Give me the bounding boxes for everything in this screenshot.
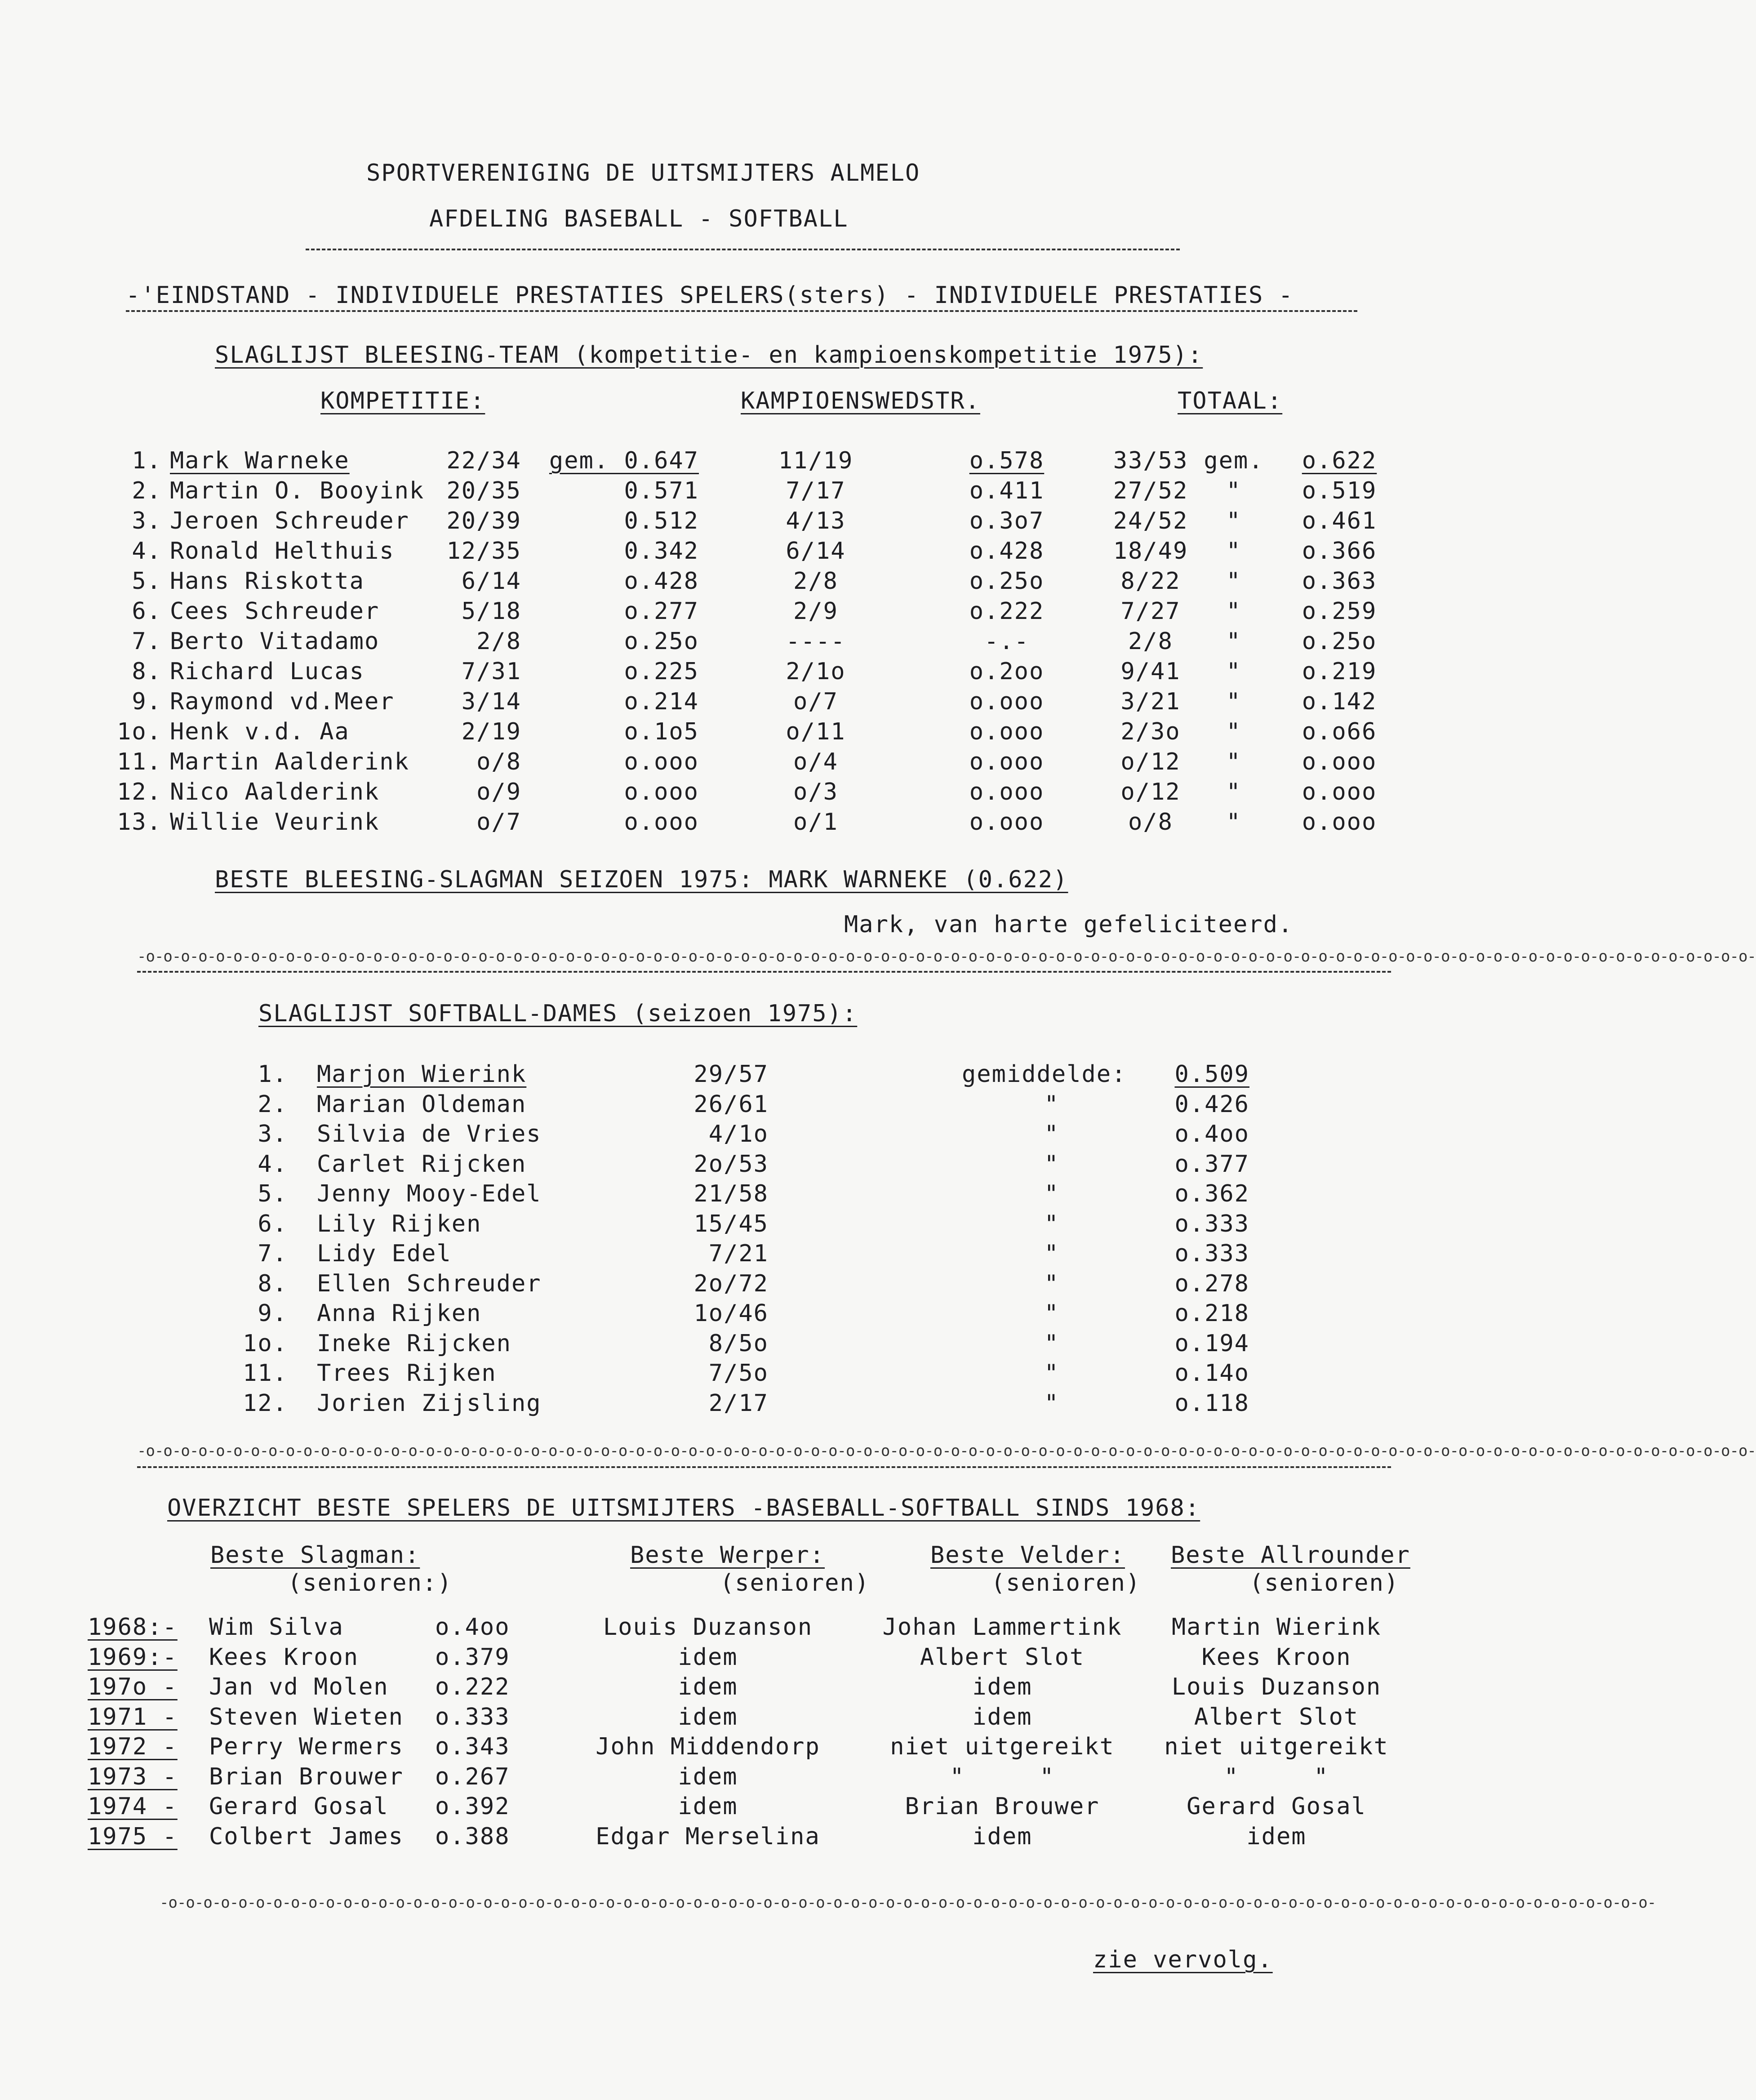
average: o.118 [1174,1389,1249,1417]
totaal-hits: 27/52 [1113,477,1188,504]
best-werper: John Middendorp [596,1733,820,1760]
average: o.4oo [1174,1121,1249,1148]
chain-divider: -o-o-o-o-o-o-o-o-o-o-o-o-o-o-o-o-o-o-o-o-o-o-o-o-o-o-o-o-o-o-o-o-o-o-o-o-o-o-o-o-o-o-o-o-o-o-o-o-o-o-o-o-o-o-o-o-o-o-o-o-o-o-o-o-o-o-o-o-o-o-o-o-o-o-o-o-o-o-o-o-o-o-o-o-o-o-o-o-o-o-o-o- [137,948,1756,965]
best-slagman: Kees Kroon [209,1643,359,1671]
kompetitie-hits: o/7 [476,809,521,836]
kampioen-average: o.578 [969,447,1045,474]
player-name: Jorien Zijsling [317,1389,542,1417]
player-name: Carlet Rijcken [317,1150,527,1178]
player-name: Mark Warneke [170,447,350,474]
average: o.362 [1174,1180,1249,1207]
hits: 8/5o [708,1330,769,1357]
average: o.377 [1174,1150,1249,1178]
kampioen-hits: o/1 [793,809,838,836]
totaal-average: o.519 [1302,477,1377,504]
rank-number: 4. [258,1150,288,1178]
kampioen-average: o.222 [969,598,1045,625]
average: o.333 [1174,1210,1249,1237]
season-year: 1975 - [88,1823,178,1850]
totaal-gem-label: " [1226,598,1241,625]
rank-number: 9. [258,1300,288,1327]
totaal-average: o.259 [1302,598,1377,625]
rank-number: 11. [243,1360,288,1387]
kompetitie-average: o.1o5 [624,718,699,745]
kampioen-average: o.411 [969,477,1045,504]
player-name: Ineke Rijcken [317,1330,511,1357]
totaal-hits: 9/41 [1120,658,1181,685]
header-beste-werper: Beste Werper: [630,1542,825,1569]
best-slagman: Wim Silva [209,1614,344,1641]
kompetitie-average: 0.342 [624,538,699,565]
player-name: Martin O. Booyink [170,477,425,504]
player-name: Silvia de Vries [317,1121,542,1148]
kompetitie-average: 0.571 [624,477,699,504]
hits: 2o/72 [694,1270,769,1297]
hits: 7/21 [708,1240,769,1267]
slagman-average: o.333 [435,1703,510,1731]
rank-number: 1o. [243,1330,288,1357]
gemiddelde-label: " [1044,1240,1059,1267]
slagman-average: o.392 [435,1793,510,1820]
kompetitie-average: o.428 [624,568,699,595]
player-name: Jeroen Schreuder [170,507,409,534]
average: o.218 [1174,1300,1249,1327]
best-velder: Johan Lammertink [882,1614,1122,1641]
totaal-average: o.25o [1302,628,1377,655]
kompetitie-hits: 2/8 [476,628,521,655]
hits: 1o/46 [694,1300,769,1327]
header-slagman-sub: (senioren:) [288,1570,453,1597]
rank-number: 12. [243,1389,288,1417]
player-name: Lily Rijken [317,1210,482,1237]
slagman-average: o.267 [435,1763,510,1790]
kampioen-average: o.ooo [969,809,1045,836]
kompetitie-hits: o/9 [476,779,521,805]
season-year: 1971 - [88,1703,178,1731]
divider [126,310,1357,312]
best-velder: idem [972,1703,1032,1731]
totaal-average: o.363 [1302,568,1377,595]
kampioen-average: o.2oo [969,658,1045,685]
best-slagman: Gerard Gosal [209,1793,389,1820]
department: AFDELING BASEBALL - SOFTBALL [429,205,849,232]
average: o.14o [1174,1360,1249,1387]
kampioen-average: o.ooo [969,718,1045,745]
kampioen-average: -.- [984,628,1029,655]
best-allrounder: idem [1246,1823,1307,1850]
rank-number: 7. [132,628,162,655]
player-name: Lidy Edel [317,1240,452,1267]
best-allrounder: Kees Kroon [1201,1643,1351,1671]
divider [137,971,1391,973]
best-allrounder: Gerard Gosal [1187,1793,1366,1820]
kompetitie-hits: 7/31 [461,658,521,685]
chain-divider: -o-o-o-o-o-o-o-o-o-o-o-o-o-o-o-o-o-o-o-o-o-o-o-o-o-o-o-o-o-o-o-o-o-o-o-o-o-o-o-o-o-o-o-o-o-o-o-o-o-o-o-o-o-o-o-o-o-o-o-o-o-o-o-o-o-o-o-o-o-o-o-o-o-o-o-o-o-o-o-o-o-o-o-o-o-o-o-o-o-o-o-o- [137,1442,1756,1460]
slagman-average: o.4oo [435,1614,510,1641]
kampioen-average: o.ooo [969,779,1045,805]
kompetitie-average: 0.512 [624,507,699,534]
header-allrounder-sub: (senioren) [1249,1570,1400,1597]
rank-number: 8. [132,658,162,685]
eindstand-heading: -'EINDSTAND - INDIVIDUELE PRESTATIES SPELERS(sters) - INDIVIDUELE PRESTATIES - [126,282,1294,309]
kampioen-average: o.ooo [969,748,1045,775]
header-beste-slagman: Beste Slagman: [210,1542,420,1569]
header-velder-sub: (senioren) [991,1570,1141,1597]
header-beste-velder: Beste Velder: [930,1542,1125,1569]
hits: 15/45 [694,1210,769,1237]
best-velder: idem [972,1673,1032,1700]
best-slagman: Perry Wermers [209,1733,404,1760]
rank-number: 7. [258,1240,288,1267]
kampioen-average: o.3o7 [969,507,1045,534]
totaal-average: o.ooo [1302,779,1377,805]
totaal-average: o.ooo [1302,809,1377,836]
slagman-average: o.343 [435,1733,510,1760]
zie-vervolg: zie vervolg. [1093,1946,1273,1973]
player-name: Henk v.d. Aa [170,718,350,745]
rank-number: 11. [117,748,162,775]
best-werper: idem [678,1673,738,1700]
totaal-hits: 2/3o [1120,718,1181,745]
season-year: 197o - [88,1673,178,1700]
kompetitie-average: o.214 [624,688,699,715]
season-year: 1969:- [88,1643,178,1671]
season-year: 1974 - [88,1793,178,1820]
best-werper: Edgar Merselina [596,1823,820,1850]
gemiddelde-label: " [1044,1300,1059,1327]
player-name: Richard Lucas [170,658,365,685]
rank-number: 5. [132,568,162,595]
rank-number: 2. [258,1090,288,1118]
average: o.278 [1174,1270,1249,1297]
player-name: Cees Schreuder [170,598,380,625]
club-name: SPORTVERENIGING DE UITSMIJTERS ALMELO [366,160,920,187]
player-name: Hans Riskotta [170,568,365,595]
totaal-gem-label: " [1226,628,1241,655]
hits: 26/61 [694,1090,769,1118]
player-name: Martin Aalderink [170,748,409,775]
best-velder: idem [972,1823,1032,1850]
kompetitie-hits: 3/14 [461,688,521,715]
bleesing-title: SLAGLIJST BLEESING-TEAM (kompetitie- en kampioenskompetitie 1975): [215,342,1203,369]
average: o.333 [1174,1240,1249,1267]
rank-number: 3. [132,507,162,534]
player-name: Nico Aalderink [170,779,380,805]
totaal-average: o.219 [1302,658,1377,685]
col-kampioenswedstr: KAMPIOENSWEDSTR. [741,387,980,414]
totaal-gem-label: " [1226,538,1241,565]
hits: 21/58 [694,1180,769,1207]
kampioen-hits: ---- [786,628,846,655]
rank-number: 9. [132,688,162,715]
best-werper: idem [678,1793,738,1820]
totaal-hits: 18/49 [1113,538,1188,565]
totaal-hits: o/12 [1120,748,1181,775]
best-slagman: Steven Wieten [209,1703,404,1731]
totaal-hits: 2/8 [1128,628,1173,655]
gemiddelde-label: " [1044,1330,1059,1357]
player-name: Marjon Wierink [317,1061,527,1088]
header-beste-allrounder: Beste Allrounder [1171,1542,1410,1569]
best-allrounder: Albert Slot [1194,1703,1359,1731]
best-slagman: Jan vd Molen [209,1673,389,1700]
rank-number: 13. [117,809,162,836]
softball-title: SLAGLIJST SOFTBALL-DAMES (seizoen 1975): [258,1000,858,1027]
gemiddelde-label: " [1044,1180,1059,1207]
gemiddelde-label: " [1044,1270,1059,1297]
kompetitie-hits: 20/35 [446,477,521,504]
totaal-average: o.o66 [1302,718,1377,745]
kampioen-average: o.25o [969,568,1045,595]
best-werper: Louis Duzanson [603,1614,813,1641]
kampioen-hits: 2/1o [786,658,846,685]
kompetitie-average: o.277 [624,598,699,625]
rank-number: 1. [132,447,162,474]
totaal-hits: 3/21 [1120,688,1181,715]
totaal-average: o.ooo [1302,748,1377,775]
player-name: Berto Vitadamo [170,628,380,655]
kampioen-hits: 2/8 [793,568,838,595]
rank-number: 8. [258,1270,288,1297]
rank-number: 6. [132,598,162,625]
kampioen-hits: 2/9 [793,598,838,625]
best-werper: idem [678,1763,738,1790]
kampioen-hits: o/3 [793,779,838,805]
average: 0.426 [1174,1090,1249,1118]
best-werper: idem [678,1643,738,1671]
kompetitie-hits: 12/35 [446,538,521,565]
kampioen-average: o.428 [969,538,1045,565]
kampioen-hits: 7/17 [786,477,846,504]
rank-number: 12. [117,779,162,805]
totaal-hits: 24/52 [1113,507,1188,534]
totaal-average: o.142 [1302,688,1377,715]
rank-number: 3. [258,1121,288,1148]
overview-title: OVERZICHT BESTE SPELERS DE UITSMIJTERS -BASEBALL-SOFTBALL SINDS 1968: [167,1495,1200,1522]
kompetitie-average: o.ooo [624,748,699,775]
slagman-average: o.222 [435,1673,510,1700]
gemiddelde-label: " [1044,1090,1059,1118]
best-velder: Albert Slot [920,1643,1085,1671]
totaal-gem-label: " [1226,507,1241,534]
totaal-gem-label: " [1226,718,1241,745]
totaal-hits: o/12 [1120,779,1181,805]
kampioen-hits: 11/19 [778,447,854,474]
best-velder: " " [950,1763,1055,1790]
totaal-gem-label: " [1226,748,1241,775]
kompetitie-average: o.ooo [624,779,699,805]
rank-number: 4. [132,538,162,565]
totaal-hits: 7/27 [1120,598,1181,625]
totaal-gem-label: " [1226,658,1241,685]
kompetitie-average: o.225 [624,658,699,685]
header-werper-sub: (senioren) [720,1570,870,1597]
hits: 7/5o [708,1360,769,1387]
totaal-hits: 33/53 [1113,447,1188,474]
totaal-gem-label: " [1226,477,1241,504]
hits: 29/57 [694,1061,769,1088]
best-werper: idem [678,1703,738,1731]
best-velder: Brian Brouwer [905,1793,1100,1820]
player-name: Ronald Helthuis [170,538,395,565]
season-year: 1972 - [88,1733,178,1760]
kompetitie-hits: 6/14 [461,568,521,595]
gemiddelde-label: " [1044,1389,1059,1417]
rank-number: 5. [258,1180,288,1207]
kompetitie-average: gem. 0.647 [549,447,699,474]
season-year: 1973 - [88,1763,178,1790]
best-allrounder: " " [1224,1763,1329,1790]
player-name: Willie Veurink [170,809,380,836]
kampioen-hits: o/7 [793,688,838,715]
rank-number: 1o. [117,718,162,745]
player-name: Ellen Schreuder [317,1270,542,1297]
rank-number: 2. [132,477,162,504]
gemiddelde-label: " [1044,1150,1059,1178]
rank-number: 1. [258,1061,288,1088]
kompetitie-hits: 20/39 [446,507,521,534]
divider [306,249,1180,250]
kampioen-hits: 4/13 [786,507,846,534]
gemiddelde-label: " [1044,1121,1059,1148]
kompetitie-average: o.ooo [624,809,699,836]
totaal-average: o.622 [1302,447,1377,474]
player-name: Marian Oldeman [317,1090,527,1118]
average: 0.509 [1174,1061,1249,1088]
best-velder: niet uitgereikt [890,1733,1115,1760]
rank-number: 6. [258,1210,288,1237]
totaal-gem-label: " [1226,779,1241,805]
player-name: Raymond vd.Meer [170,688,395,715]
player-name: Trees Rijken [317,1360,497,1387]
kompetitie-average: o.25o [624,628,699,655]
slagman-average: o.388 [435,1823,510,1850]
kompetitie-hits: 22/34 [446,447,521,474]
totaal-average: o.366 [1302,538,1377,565]
best-allrounder: Martin Wierink [1171,1614,1382,1641]
congratulations: Mark, van harte gefeliciteerd. [844,911,1294,938]
slagman-average: o.379 [435,1643,510,1671]
hits: 4/1o [708,1121,769,1148]
divider [137,1466,1391,1468]
totaal-gem-label: " [1226,568,1241,595]
chain-divider: -o-o-o-o-o-o-o-o-o-o-o-o-o-o-o-o-o-o-o-o-o-o-o-o-o-o-o-o-o-o-o-o-o-o-o-o-o-o-o-o-o-o-o-o-o-o-o-o-o-o-o-o-o-o-o-o-o-o-o-o-o-o-o-o-o-o-o-o-o-o-o-o-o-o-o-o-o-o-o-o-o-o-o-o-o- [160,1894,1656,1912]
totaal-average: o.461 [1302,507,1377,534]
col-kompetitie: KOMPETITIE: [320,387,485,414]
kampioen-hits: o/11 [786,718,846,745]
average: o.194 [1174,1330,1249,1357]
totaal-hits: o/8 [1128,809,1173,836]
gemiddelde-label: " [1044,1210,1059,1237]
totaal-gem-label: gem. [1204,447,1264,474]
best-allrounder: niet uitgereikt [1164,1733,1389,1760]
player-name: Anna Rijken [317,1300,482,1327]
kompetitie-hits: 2/19 [461,718,521,745]
gemiddelde-label: " [1044,1360,1059,1387]
best-bleesing-slagman: BESTE BLEESING-SLAGMAN SEIZOEN 1975: MARK WARNEKE (0.622) [215,866,1068,893]
hits: 2o/53 [694,1150,769,1178]
best-slagman: Colbert James [209,1823,404,1850]
kampioen-hits: 6/14 [786,538,846,565]
totaal-hits: 8/22 [1120,568,1181,595]
kampioen-hits: o/4 [793,748,838,775]
kompetitie-hits: o/8 [476,748,521,775]
totaal-gem-label: " [1226,809,1241,836]
col-totaal: TOTAAL: [1178,387,1283,414]
best-allrounder: Louis Duzanson [1171,1673,1382,1700]
gemiddelde-label: gemiddelde: [962,1061,1127,1088]
best-slagman: Brian Brouwer [209,1763,404,1790]
hits: 2/17 [708,1389,769,1417]
kompetitie-hits: 5/18 [461,598,521,625]
kampioen-average: o.ooo [969,688,1045,715]
season-year: 1968:- [88,1614,178,1641]
totaal-gem-label: " [1226,688,1241,715]
player-name: Jenny Mooy-Edel [317,1180,542,1207]
